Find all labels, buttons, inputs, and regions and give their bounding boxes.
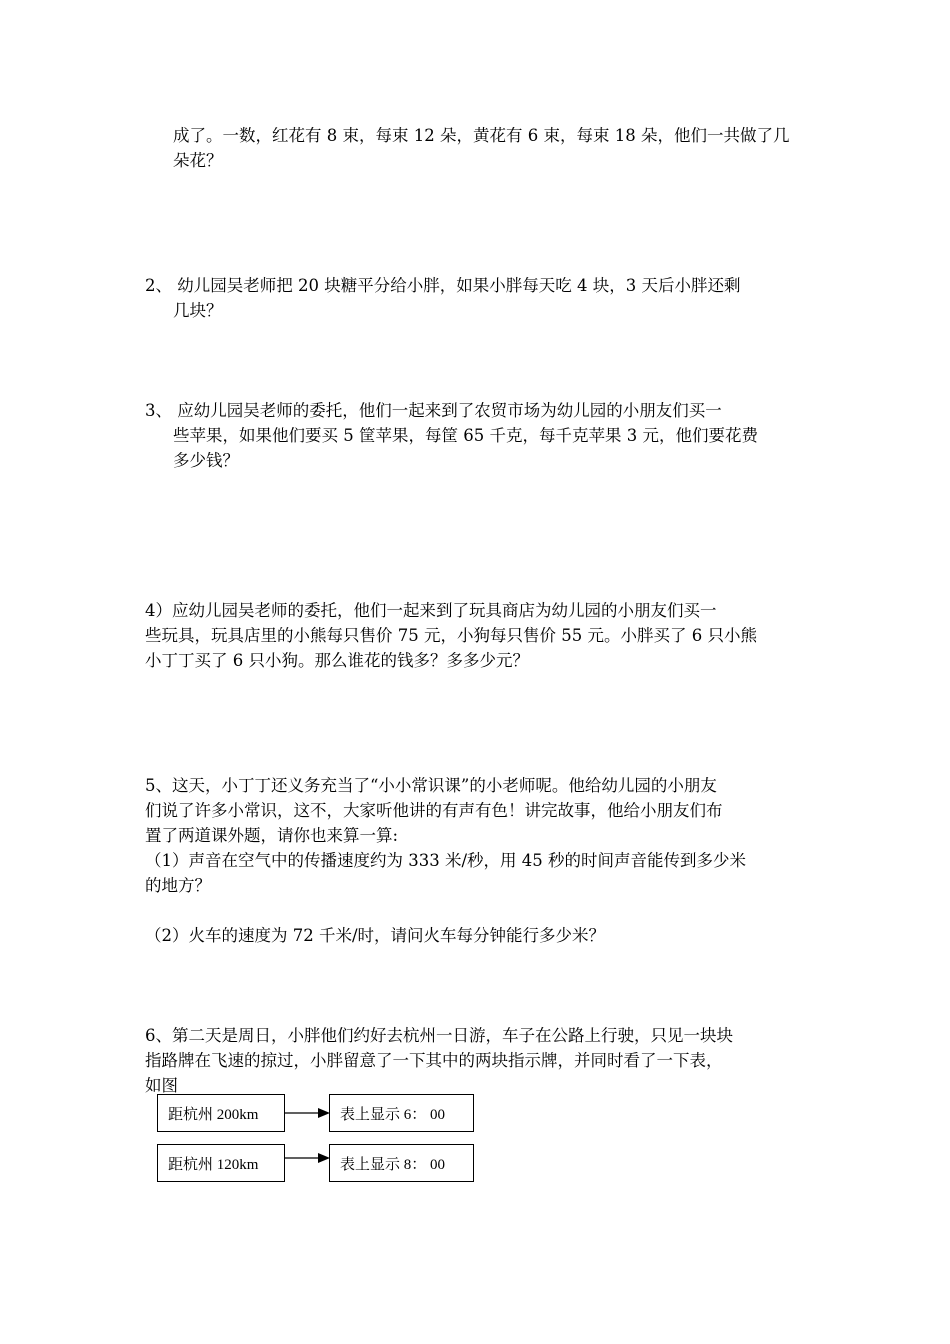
q5-sub1-line-1: （1）声音在空气中的传播速度约为 333 米/秒，用 45 秒的时间声音能传到多少米: [145, 851, 747, 870]
clock-2-label: 表上显示 8： 00: [340, 1156, 446, 1173]
sign-2-label: 距杭州 120km: [168, 1156, 259, 1173]
q5-line-2: 们说了许多小常识，这不，大家听他讲的有声有色！讲完故事，他给小朋友们布: [145, 801, 723, 820]
clock-1-label: 表上显示 6： 00: [340, 1106, 446, 1123]
q4-line-2: 些玩具，玩具店里的小熊每只售价 75 元，小狗每只售价 55 元。小胖买了 6 只小熊: [145, 626, 757, 645]
q3-line-1: 3、 应幼儿园吴老师的委托，他们一起来到了农贸市场为幼儿园的小朋友们买一: [145, 401, 722, 420]
q2-line-2: 几块？: [173, 301, 223, 320]
q3-line-2: 些苹果，如果他们要买 5 筐苹果，每筐 65 千克，每千克苹果 3 元，他们要花费: [173, 426, 758, 445]
clock-box-2: [329, 1144, 474, 1182]
sign-box-2: [157, 1144, 285, 1182]
sign-box-1: [157, 1094, 285, 1132]
q6-line-1: 6、第二天是周日，小胖他们约好去杭州一日游，车子在公路上行驶，只见一块块: [145, 1026, 733, 1045]
arrow-right-icon: [285, 1150, 331, 1166]
q1-line-1: 成了。一数，红花有 8 束，每束 12 朵，黄花有 6 束，每束 18 朵，他们一共做了几: [173, 126, 790, 145]
q2-line-1: 2、 幼儿园吴老师把 20 块糖平分给小胖，如果小胖每天吃 4 块，3 天后小胖还剩: [145, 276, 741, 295]
arrow-right-icon: [285, 1105, 331, 1121]
q3-line-3: 多少钱？: [173, 451, 239, 470]
clock-box-1: [329, 1094, 474, 1132]
q5-line-1: 5、这天，小丁丁还义务充当了“小小常识课”的小老师呢。他给幼儿园的小朋友: [145, 776, 717, 795]
q4-line-3: 小丁丁买了 6 只小狗。那么谁花的钱多？多多少元？: [145, 651, 529, 670]
q5-sub2: （2）火车的速度为 72 千米/时，请问火车每分钟能行多少米？: [145, 926, 606, 945]
q4-line-1: 4）应幼儿园吴老师的委托，他们一起来到了玩具商店为幼儿园的小朋友们买一: [145, 601, 717, 620]
sign-1-label: 距杭州 200km: [168, 1106, 259, 1123]
q1-line-2: 朵花？: [173, 151, 223, 170]
q5-line-3: 置了两道课外题，请你也来算一算:: [145, 826, 399, 845]
q6-line-3: 如图: [145, 1076, 178, 1095]
q5-sub1-line-2: 的地方？: [145, 876, 211, 895]
q6-line-2: 指路牌在飞速的掠过，小胖留意了一下其中的两块指示牌，并同时看了一下表，: [145, 1051, 723, 1070]
